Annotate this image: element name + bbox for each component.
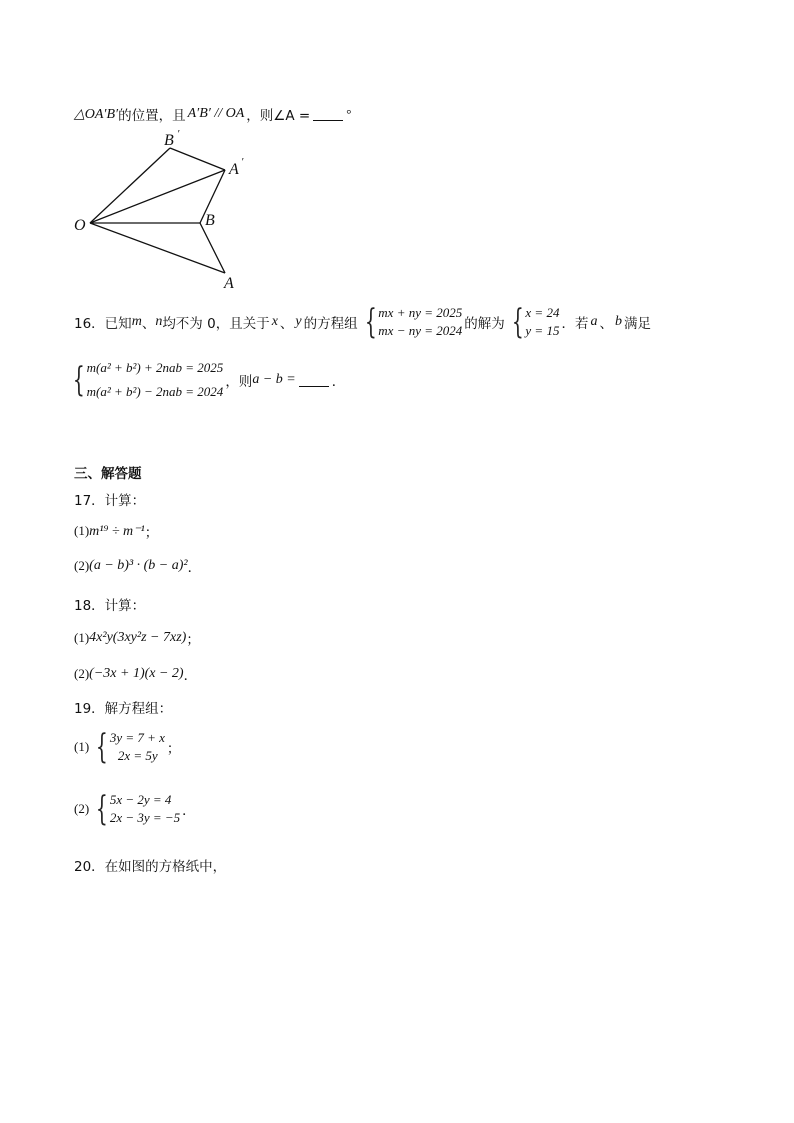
q16-cond2: m(a² + b²) − 2nab = 2024: [86, 384, 224, 399]
q16-var-m: m: [131, 314, 142, 329]
q19-part1-eq1: 3y = 7 + x: [109, 730, 165, 745]
label-O: O: [74, 217, 86, 234]
q15-line: [74, 104, 351, 124]
q17-part1-end: ；: [144, 525, 159, 541]
label-B: B: [205, 212, 215, 229]
label-A-prime: A: [229, 161, 239, 178]
q15-degree: °: [346, 106, 352, 121]
q17-part2-label: (2): [74, 558, 90, 573]
q16-sep2: 、: [279, 316, 294, 332]
q17-part1-expr: m¹⁹ ÷ m⁻¹: [89, 523, 145, 539]
q19-part1-label: (1): [74, 739, 90, 754]
q20-title: 20．在如图的方格纸中，: [74, 859, 227, 875]
q19-part1-system: [91, 727, 165, 767]
q16-var-x: x: [271, 314, 278, 329]
segment-B-prime-A-prime: [170, 148, 225, 170]
q16-text3: 的解为: [464, 316, 505, 332]
geometry-figure: [60, 125, 260, 295]
q15-parallel: A′B′ // OA: [187, 106, 245, 121]
label-A: A: [224, 275, 234, 292]
q16-condition-system: [68, 360, 223, 400]
q15-triangle: △OA′B′: [74, 106, 119, 122]
q16-solution-brace: {: [511, 302, 524, 342]
q16-text1: 均不为 0，且关于: [162, 316, 270, 332]
q16-sep1: 、: [141, 316, 156, 332]
q15-text-b: 的位置，且: [118, 108, 186, 124]
q16-sep3: 、: [599, 316, 613, 332]
q19-part2-brace: {: [96, 789, 108, 829]
q17-title: 17．计算：: [74, 493, 146, 509]
q19-part2: [74, 789, 196, 829]
q18-part2-expr: (−3x + 1)(x − 2): [89, 666, 184, 681]
q17-part2-expr: (a − b)³ · (b − a)²: [89, 558, 188, 573]
label-B-prime: B: [164, 132, 174, 149]
q16-solution-system: [507, 302, 560, 342]
q16-sol1: x = 24: [525, 305, 560, 320]
section-title: 三、解答题: [74, 466, 142, 482]
q16-end: ．: [331, 374, 346, 390]
q16-cond1: m(a² + b²) + 2nab = 2025: [86, 360, 224, 375]
q18-title: 18．计算：: [74, 598, 146, 614]
q18-part2: [74, 664, 197, 684]
label-B-prime-mark: ′: [177, 128, 180, 140]
segment-OA: [90, 223, 225, 273]
q16-var-n: n: [155, 314, 163, 329]
q18-part2-label: (2): [74, 666, 90, 681]
q19-part2-system: [91, 789, 181, 829]
q18-part1-end: ；: [186, 632, 200, 648]
q16-number: 16．已知: [74, 316, 132, 332]
q16-sol2: y = 15: [525, 323, 560, 338]
q16-var-a: a: [590, 314, 598, 329]
q17-part1: [74, 521, 158, 541]
q19-part2-label: (2): [74, 801, 90, 816]
q19-part2-eq1: 5x − 2y = 4: [109, 792, 172, 807]
q15-answer-blank: [313, 108, 343, 121]
q18-part2-end: ．: [183, 668, 198, 684]
q16-condition-brace: {: [72, 360, 85, 400]
q19-part1-eq2: 2x = 5y: [117, 748, 158, 763]
q17-part2-end: ．: [187, 560, 202, 576]
q18-part1-label: (1): [74, 630, 90, 645]
q16-system-brace: {: [364, 302, 377, 342]
q19-title: 19．解方程组：: [74, 701, 173, 717]
q19-part1-end: ；: [166, 741, 181, 757]
q16-ask: a − b =: [252, 372, 296, 387]
label-A-prime-mark: ′: [241, 156, 244, 168]
q16-line2: [66, 360, 345, 400]
q19-part1-brace: {: [96, 727, 108, 767]
q19-part2-eq2: 2x − 3y = −5: [109, 810, 181, 825]
q16-text5: 满足: [623, 316, 651, 332]
segment-OB-prime: [90, 148, 170, 223]
q16-eq2: mx − ny = 2024: [378, 323, 463, 338]
q18-part1: [74, 628, 200, 648]
q16-var-b: b: [614, 314, 622, 329]
q16-text4: ．若: [561, 316, 589, 332]
q16-text2: 的方程组: [303, 316, 358, 332]
q19-part1: [74, 727, 181, 767]
q15-text-d: ，则∠A =: [246, 108, 311, 124]
q16-text6: ，则: [225, 374, 253, 390]
q16-eq1: mx + ny = 2025: [378, 305, 463, 320]
q19-part2-end: ．: [182, 803, 196, 819]
q16-answer-blank: [299, 374, 329, 387]
q18-part1-expr: 4x²y(3xy²z − 7xz): [89, 630, 187, 645]
q17-part2: [74, 556, 201, 576]
q16-equation-system: [360, 302, 463, 342]
q16-var-y: y: [295, 314, 302, 329]
q17-part1-label: (1): [74, 523, 90, 538]
q16-line1: [74, 302, 651, 342]
